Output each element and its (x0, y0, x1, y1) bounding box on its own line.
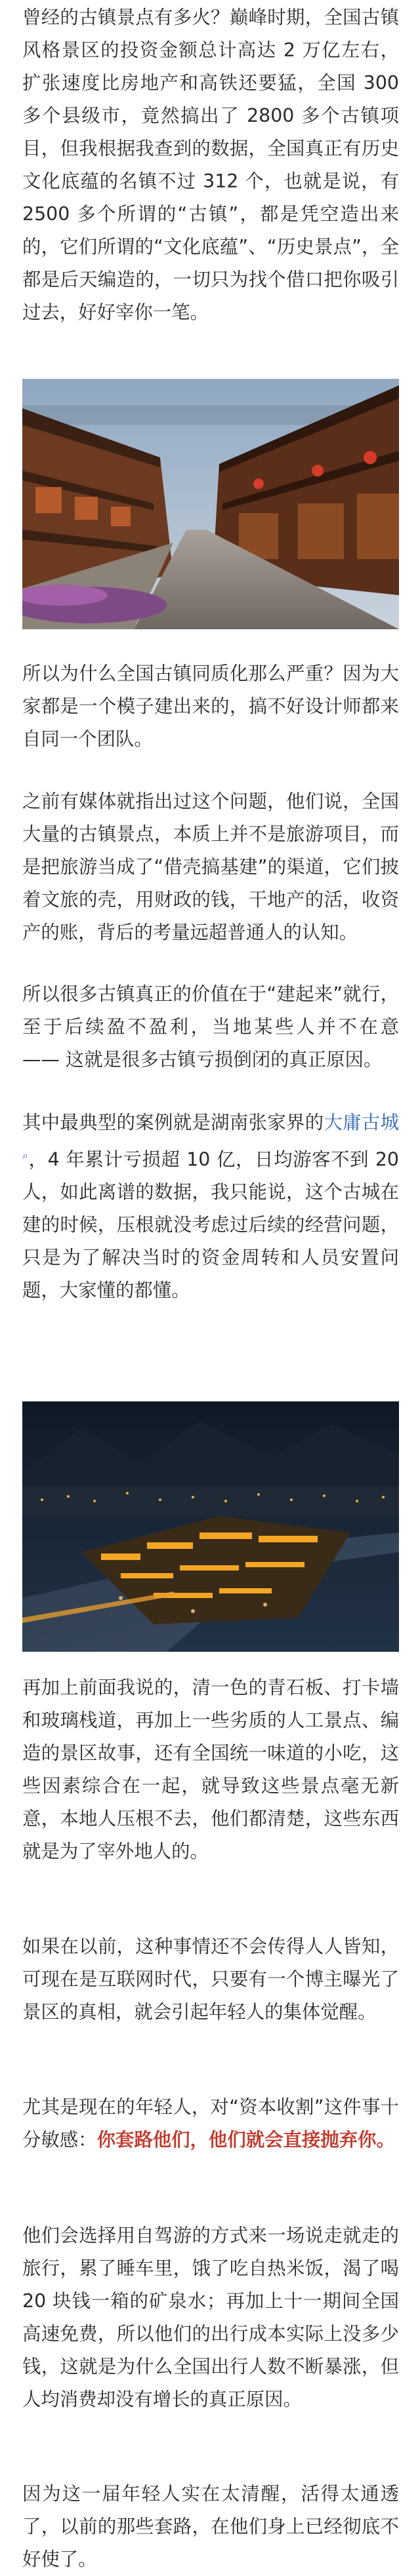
paragraph-5-text-after: ，4 年累计亏损超 10 亿，日均游客不到 20 人，如此离谱的数据，我只能说，这个古城在建的时候，压根就没考虑过后续的经营问题，只是为了解决当时的资金周转和人员安置问题，大家懂的都懂。 (22, 1148, 399, 1302)
paragraph-7: 如果在以前，这种事情还不会传得人人皆知，可现在是互联网时代，只要有一个博主曝光了景区的真相，就会引起年轻人的集体觉醒。 (22, 1936, 399, 2023)
paragraph-4: 所以很多古镇真正的价值在于“建起来”就行，至于后续盈不盈利，当地某些人并不在意 —— 这就是很多古镇亏损倒闭的真正原因。 (22, 983, 399, 1070)
paragraph-8-text: 尤其是现在的年轻人，对“资本收割”这件事十分敏感： (22, 2096, 399, 2151)
search-icon: ⌕ (22, 1149, 28, 1161)
paragraph-10: 因为这一届年轻人实在太清醒，活得太通透了，以前的那些套路，在他们身上已经彻底不好使了。 (22, 2483, 399, 2570)
ancient-town-night-photo (22, 1401, 399, 1652)
paragraph-5-text-before: 其中最典型的案例就是湖南张家界的 (22, 1112, 324, 1133)
paragraph-8 (22, 2091, 399, 2156)
paragraph-2: 所以为什么全国古镇同质化那么严重？因为大家都是一个模子建出来的，搞不好设计师都来自同一个团队。 (22, 663, 399, 750)
ancient-town-street-photo (22, 379, 399, 629)
daiyong-ancient-city-link[interactable]: 大庸古城 (324, 1112, 399, 1133)
paragraph-6: 再加上前面我说的，清一色的青石板、打卡墙和玻璃栈道，再加上一些劣质的人工景点、编造的景区故事，还有全国统一味道的小吃，这些因素综合在一起，就导致这些景点毫无新意，本地人压根不去，他们都清楚，这些东西就是为了宰外地人的。 (22, 1677, 399, 1862)
paragraph-8-highlight: 你套路他们，他们就会直接抛弃你。 (96, 2129, 395, 2151)
paragraph-5 (22, 1106, 399, 1307)
paragraph-9: 他们会选择用自驾游的方式来一场说走就走的旅行，累了睡车里，饿了吃自热米饭，渴了喝 20 块钱一箱的矿泉水；再加上十一期间全国高速免费，所以他们的出行成本实际上没多少钱，这就是为什么全国出行人数不断暴涨，但人均消费却没有增长的真正原因。 (22, 2225, 399, 2410)
paragraph-3: 之前有媒体就指出过这个问题，他们说，全国大量的古镇景点，本质上并不是旅游项目，而是把旅游当成了“借壳搞基建”的渠道，它们披着文旅的壳，用财政的钱，干地产的活，收资产的账，背后的考量远超普通人的认知。 (22, 790, 399, 943)
paragraph-1: 曾经的古镇景点有多火？巅峰时期，全国古镇风格景区的投资金额总计高达 2 万亿左右，扩张速度比房地产和高铁还要猛，全国 300 多个县级市，竟然搞出了 2800 多个古镇项目，但我根据我查到的数据，全国真正有历史文化底蕴的名镇不过 312 个，也就是说，有 2500 多个所谓的“古镇”，都是凭空造出来的，它们所谓的“文化底蕴”、“历史景点”，全都是后天编造的，一切只为找个借口把你吸引过去，好好宰你一笔。 (22, 7, 399, 323)
